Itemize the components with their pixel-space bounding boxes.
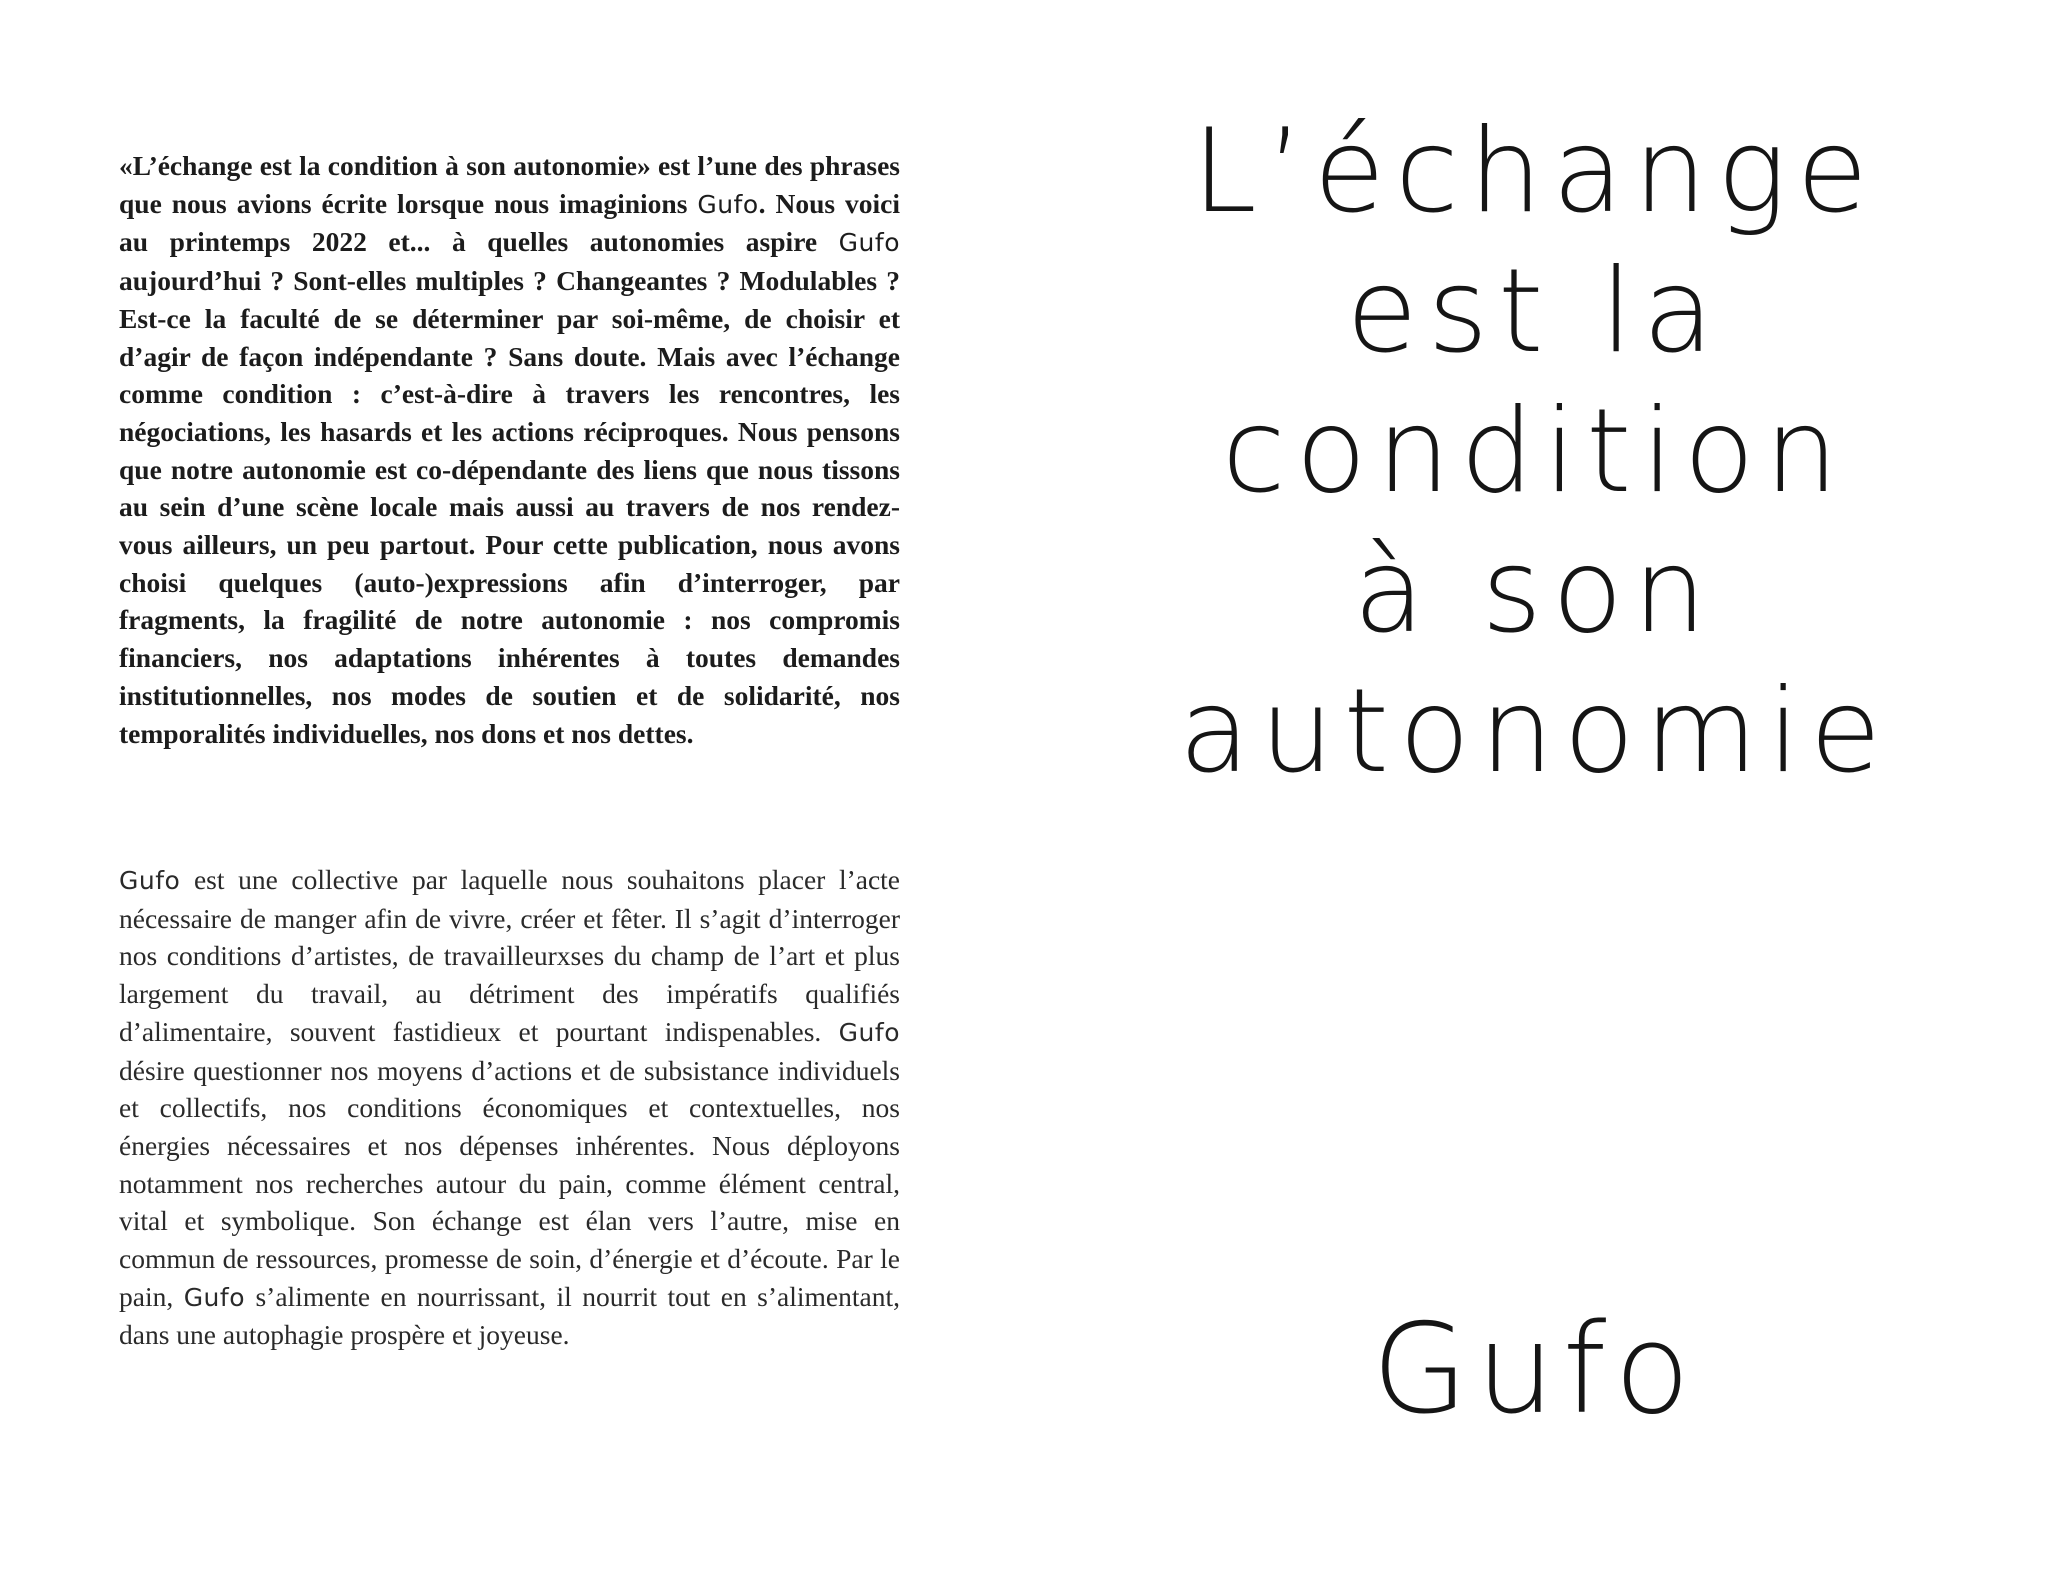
gufo-inline-name: Gufo: [183, 1282, 246, 1312]
description-paragraph: [119, 861, 900, 1354]
gufo-inline-name: Gufo: [838, 228, 900, 258]
title-line: à son: [1353, 524, 1717, 659]
gufo-inline-name: Gufo: [697, 189, 759, 219]
description-text-2: désire questionner nos moyens d’actions et de subsistance individuels et collectifs, nos conditions économiques et contextuelles, nos énergies nécessaires et nos dépenses inhérentes. Nous déployons notamment nos recherches autour du pain, comme élément central, vital et symbolique. Son échange est élan vers l’autre, mise en commun de ressources, promesse de soin, d’énergie et d’écoute. Par le pain,: [119, 1054, 900, 1312]
left-page: [0, 0, 1023, 1575]
intro-text-3: aujourd’hui ? Sont-elles multiples ? Changeantes ? Modulables ? Est-ce la faculté de se déterminer par soi-même, de choisir et d’agir de façon indépendante ? Sans doute. Mais avec l’échange comme condition : c’est-à-dire à travers les rencontres, les négociations, les hasards et les actions réciproques. Nous pensons que notre autonomie est co-dépendante des liens que nous tissons au sein d’une scène locale mais aussi au travers de nos rendez-vous ailleurs, un peu partout. Pour cette publication, nous avons choisi quelques (auto-)expressions afin d’interroger, par fragments, la fragilité de notre autonomie : nos compromis financiers, nos adaptations inhérentes à toutes demandes institutionnelles, nos modes de soutien et de solidarité, nos temporalités individuelles, nos dons et nos dettes.: [119, 265, 900, 749]
intro-paragraph: [119, 147, 900, 752]
title-line: est la: [1346, 244, 1724, 379]
title-line: condition: [1221, 384, 1849, 519]
gufo-inline-name: Gufo: [838, 1017, 900, 1047]
description-text-3: s’alimente en nourrissant, il nourrit tout en s’alimentant, dans une autophagie prospère et joyeuse.: [119, 1280, 900, 1351]
intro-text-1: «L’échange est la condition à son autonomie» est l’une des phrases que nous avions écrite lorsque nous imaginions: [119, 150, 900, 219]
title-line: autonomie: [1178, 664, 1892, 799]
gufo-inline-name: Gufo: [119, 866, 181, 895]
author-name: Gufo: [1371, 1298, 1699, 1442]
right-page: [1023, 0, 2047, 1575]
intro-text-2: . Nous voici au printemps 2022 et... à quelles autonomies aspire: [119, 187, 900, 258]
title-line: L’échange: [1192, 104, 1878, 239]
display-title: [1023, 102, 2047, 802]
description-text-1: est une collective par laquelle nous souhaitons placer l’acte nécessaire de manger afin de vivre, créer et fêter. Il s’agit d’interroger nos conditions d’artistes, de travailleurxses du champ de l’art et plus largement du travail, au détriment des impératifs qualifiés d’alimentaire, souvent fastidieux et pourtant indispenables.: [119, 864, 900, 1047]
